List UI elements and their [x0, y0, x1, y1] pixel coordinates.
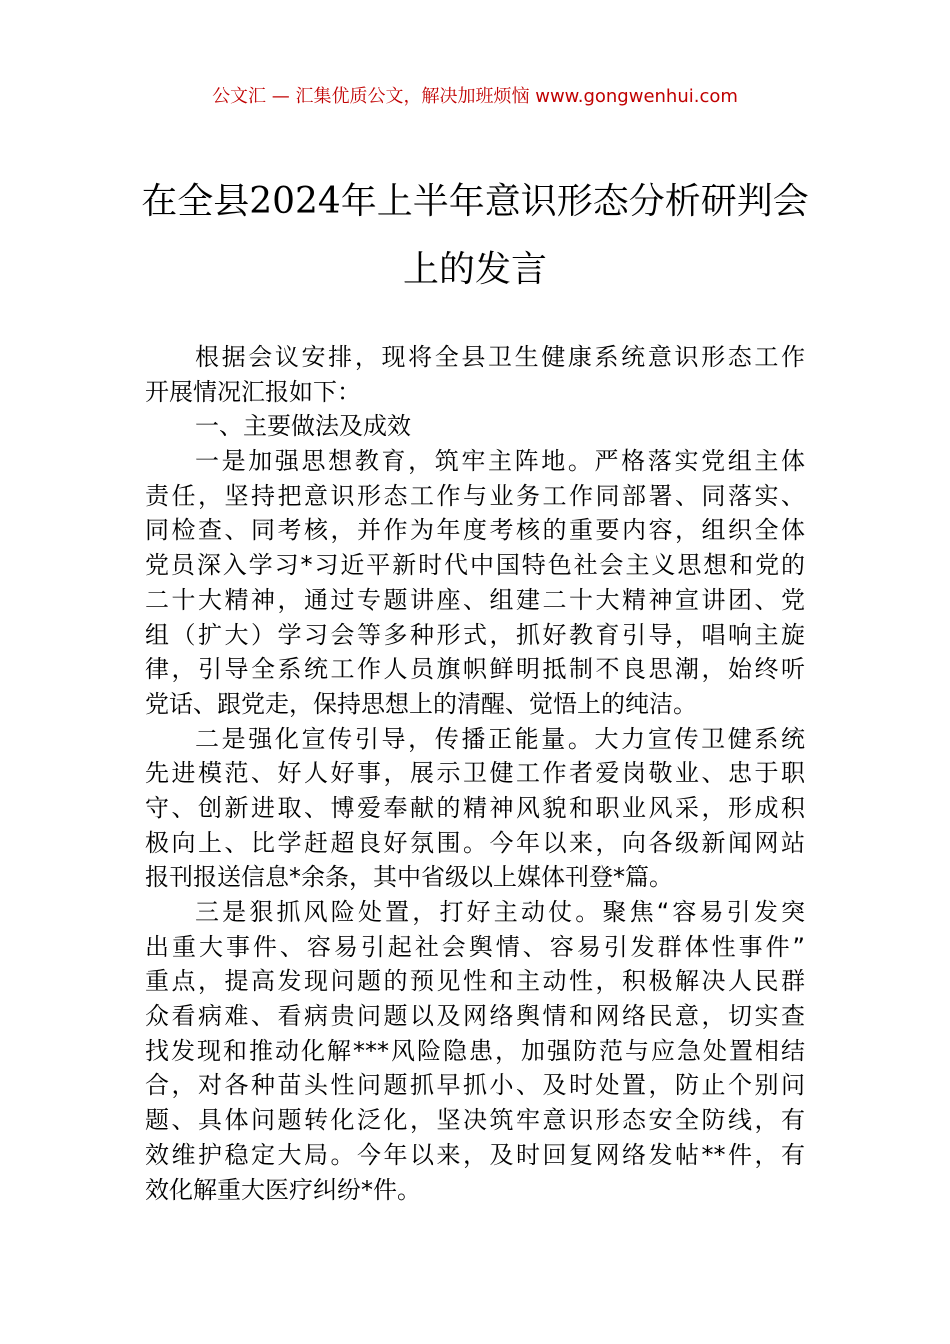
paragraph-line: 出重大事件、容易引起社会舆情、容易引发群体性事件” — [145, 932, 805, 961]
paragraph-line: 根据会议安排，现将全县卫生健康系统意识形态工作 — [195, 343, 805, 371]
paragraph — [145, 722, 805, 895]
paragraph — [145, 444, 805, 722]
paragraph — [145, 340, 805, 409]
paragraph-line: 找发现和推动化解***风险隐患，加强防范与应急处置相结 — [145, 1036, 805, 1065]
paragraph-line: 极向上、比学赶超良好氛围。今年以来，向各级新闻网站 — [145, 828, 805, 857]
paragraph-line: 众看病难、看病贵问题以及网络舆情和网络民意，切实查 — [145, 1002, 805, 1031]
paragraph — [145, 409, 805, 444]
paragraph-line: 效化解重大医疗纠纷*件。 — [145, 1175, 421, 1204]
paragraph-line: 守、创新进取、博爱奉献的精神风貌和职业风采，形成积 — [145, 793, 805, 822]
paragraph-line: 责任，坚持把意识形态工作与业务工作同部署、同落实、 — [145, 481, 805, 510]
document-title-line-1: 在全县2024年上半年意识形态分析研判会 — [141, 181, 809, 222]
paragraph-line: 党话、跟党走，保持思想上的清醒、觉悟上的纯洁。 — [145, 689, 697, 718]
paragraph-line: 二是强化宣传引导，传播正能量。大力宣传卫健系统 — [195, 724, 805, 753]
document-title-line-2: 上的发言 — [402, 249, 547, 290]
paragraph-line: 二十大精神，通过专题讲座、组建二十大精神宣讲团、党 — [145, 585, 805, 614]
document-body — [145, 340, 805, 1207]
paragraph-line: 三是狠抓风险处置，打好主动仗。聚焦“容易引发突 — [195, 898, 805, 926]
paragraph-line: 重点，提高发现问题的预见性和主动性，积极解决人民群 — [145, 967, 805, 996]
paragraph-line: 组（扩大）学习会等多种形式，抓好教育引导，唱响主旋 — [145, 620, 805, 649]
paragraph-line: 题、具体问题转化泛化，坚决筑牢意识形态安全防线，有 — [145, 1106, 805, 1135]
paragraph-line: 合，对各种苗头性问题抓早抓小、及时处置，防止个别问 — [145, 1071, 805, 1100]
paragraph — [145, 895, 805, 1207]
paragraph-line: 开展情况汇报如下： — [145, 377, 361, 406]
paragraph-line: 效维护稳定大局。今年以来，及时回复网络发帖**件，有 — [145, 1140, 805, 1169]
paragraph-line: 同检查、同考核，并作为年度考核的重要内容，组织全体 — [145, 516, 805, 545]
paragraph-line: 律，引导全系统工作人员旗帜鲜明抵制不良思潮，始终听 — [145, 655, 805, 684]
paragraph-line: 一、主要做法及成效 — [195, 412, 411, 441]
paragraph-line: 一是加强思想教育，筑牢主阵地。严格落实党组主体 — [195, 447, 805, 476]
paragraph-line: 先进模范、好人好事，展示卫健工作者爱岗敬业、忠于职 — [145, 759, 805, 788]
watermark-header: 公文汇 — 汇集优质公文，解决加班烦恼 www.gongwenhui.com — [212, 86, 738, 107]
paragraph-line: 报刊报送信息*余条，其中省级以上媒体刊登*篇。 — [145, 863, 673, 892]
paragraph-line: 党员深入学习*习近平新时代中国特色社会主义思想和党的 — [145, 551, 805, 580]
